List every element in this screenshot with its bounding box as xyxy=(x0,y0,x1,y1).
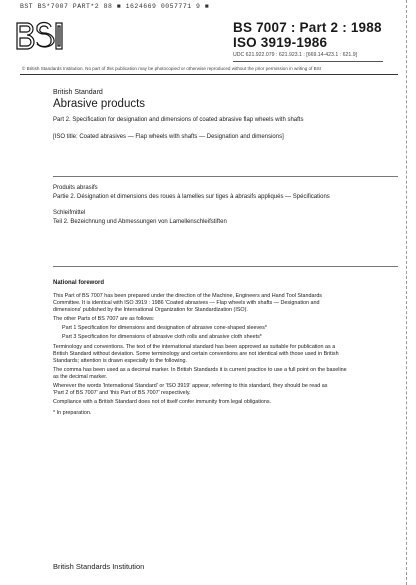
foreword-line: Wherever the words 'International Standard' or 'ISO 3919' appear, referring to this standard, they should be read as xyxy=(53,383,328,389)
section-divider xyxy=(53,176,398,177)
foreword-list-item: Part 1 Specification for dimensions and designation of abrasive cone-shaped sleeves* xyxy=(62,325,267,331)
foreword-heading: National foreword xyxy=(53,280,105,286)
foreword-line: Committee. It is identical with ISO 3919 : 1986 'Coated abrasives — Flap wheels with shafts — Designation and xyxy=(53,300,320,306)
french-title: Partie 2. Désignation et dimensions des roues à lamelles sur tiges à abrasifs appliqués — Spécifications xyxy=(53,194,330,200)
foreword-line: Standards; attention is drawn especially to the following. xyxy=(53,358,187,364)
german-heading: Schleifmittel xyxy=(53,210,86,216)
foreword-line: The other Parts of BS 7007 are as follows: xyxy=(53,316,155,322)
series-label: British Standard xyxy=(53,89,103,96)
copyright-notice: © British Standards Institution. No part of this publication may be photocopied or otherwise reproduced without the prior permission in writing of BSI xyxy=(22,66,322,71)
foreword-line: 'Part 2 of BS 7007' and 'this Part of BS 7007' respectively. xyxy=(53,390,191,396)
foreword-line: This Part of BS 7007 has been prepared under the direction of the Machine, Engineers and Hand Tool Standards xyxy=(53,293,323,299)
scan-header-line: BST BS*7007 PART*2 88 ■ 1624669 0057771 9 ■ xyxy=(20,3,210,10)
foreword-line: Compliance with a British Standard does not of itself confer immunity from legal obligations. xyxy=(53,399,272,405)
foreword-line: dimensions' published by the International Organization for Standardization (ISO). xyxy=(53,307,248,313)
iso-number: ISO 3919-1986 xyxy=(233,35,328,50)
publisher-name: British Standards Institution xyxy=(53,562,145,571)
iso-title: [ISO title: Coated abrasives — Flap wheels with shafts — Designation and dimensions] xyxy=(53,134,284,140)
page-edge xyxy=(402,0,407,585)
bsi-logo xyxy=(14,18,66,62)
foreword-line: British Standard without deviation. Some terminology and certain conventions are not identical with those used in British xyxy=(53,351,339,357)
french-heading: Produits abrasifs xyxy=(53,185,98,191)
header-divider xyxy=(20,74,398,75)
foreword-line: The comma has been used as a decimal marker. In British Standards it is current practice to use a full point on the baseline xyxy=(53,367,347,373)
udc-divider xyxy=(233,61,383,62)
footnote: * In preparation. xyxy=(53,410,92,416)
foreword-line: as the decimal marker. xyxy=(53,374,108,380)
standard-number: BS 7007 : Part 2 : 1988 xyxy=(233,20,382,35)
document-subtitle: Part 2. Specification for designation and dimensions of coated abrasive flap wheels with shafts xyxy=(53,117,304,123)
document-title: Abrasive products xyxy=(53,98,146,110)
foreword-line: Terminology and conventions. The text of the international standard has been approved as suitable for publication as a xyxy=(53,344,336,350)
german-title: Teil 2. Bezeichnung und Abmessungen von Lamellenschleifstiften xyxy=(53,219,227,225)
udc-code: UDC 621.922.079 : 621.923.1 : [669.14-423.1 : 621.9] xyxy=(233,52,358,58)
foreword-list-item: Part 3 Specification for dimensions of abrasive cloth rolls and abrasive cloth sheets* xyxy=(62,334,262,340)
section-divider xyxy=(53,266,398,267)
